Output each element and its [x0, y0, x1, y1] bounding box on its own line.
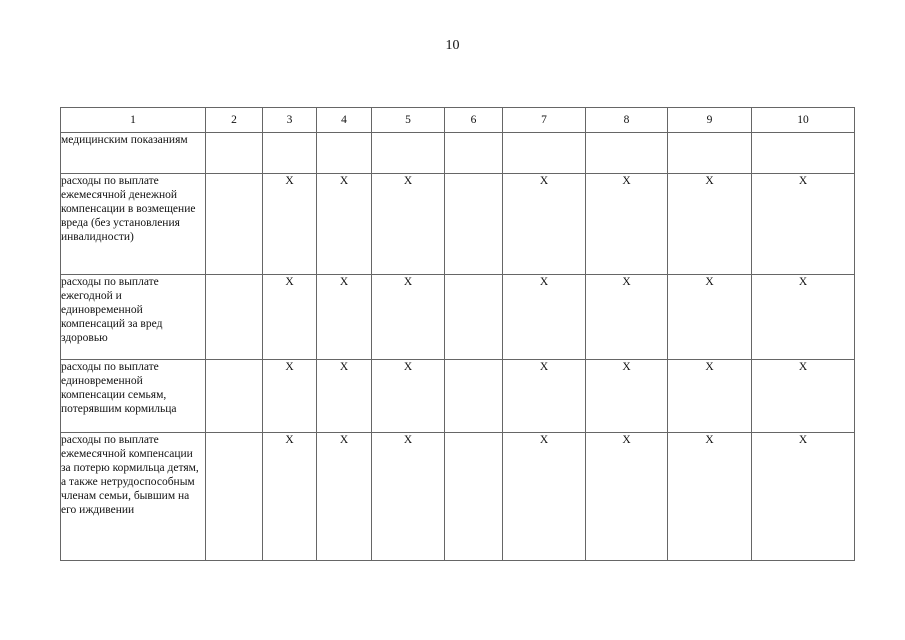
table-cell: [586, 133, 668, 174]
table-cell: [445, 133, 503, 174]
table-cell: [206, 433, 263, 561]
table-cell: [668, 133, 752, 174]
data-table: [60, 107, 855, 561]
table-cell: X: [503, 275, 586, 360]
table-cell: [206, 360, 263, 433]
table-cell: X: [317, 360, 372, 433]
column-header: 10: [752, 108, 855, 133]
table-cell: X: [586, 174, 668, 275]
table-cell: [206, 275, 263, 360]
table-cell: X: [503, 433, 586, 561]
column-header: 4: [317, 108, 372, 133]
table-cell: X: [503, 174, 586, 275]
table-cell: X: [503, 360, 586, 433]
table-cell: X: [372, 275, 445, 360]
table-cell: [317, 133, 372, 174]
table-cell: X: [752, 360, 855, 433]
table-cell: X: [752, 174, 855, 275]
table-cell: [206, 174, 263, 275]
column-header: 8: [586, 108, 668, 133]
column-header: 1: [61, 108, 206, 133]
table-cell: X: [752, 433, 855, 561]
table-cell: X: [372, 433, 445, 561]
row-description: медицинским показаниям: [61, 133, 206, 174]
column-header: 2: [206, 108, 263, 133]
table-cell: X: [263, 433, 317, 561]
column-header: 5: [372, 108, 445, 133]
table-row: [61, 360, 855, 433]
column-header: 9: [668, 108, 752, 133]
column-header: 3: [263, 108, 317, 133]
table-cell: X: [263, 275, 317, 360]
table-row: [61, 174, 855, 275]
table-cell: X: [372, 360, 445, 433]
row-description: расходы по выплате ежемесячной денежной компенсации в возмещение вреда (без установления инвалидности): [61, 174, 206, 275]
table-cell: X: [668, 275, 752, 360]
table-cell: X: [668, 433, 752, 561]
table-cell: [263, 133, 317, 174]
row-description: расходы по выплате ежемесячной компенсации за потерю кормильца детям, а также нетрудоспособным членам семьи, бывшим на его иждивении: [61, 433, 206, 561]
table-cell: [503, 133, 586, 174]
table-cell: [372, 133, 445, 174]
table-cell: X: [372, 174, 445, 275]
row-description: расходы по выплате ежегодной и единовременной компенсаций за вред здоровью: [61, 275, 206, 360]
table-cell: X: [317, 174, 372, 275]
column-header: 7: [503, 108, 586, 133]
table-cell: X: [752, 275, 855, 360]
table-cell: X: [586, 275, 668, 360]
table-cell: [445, 174, 503, 275]
row-description: расходы по выплате единовременной компенсации семьям, потерявшим кормильца: [61, 360, 206, 433]
table-cell: X: [586, 433, 668, 561]
table-cell: X: [317, 275, 372, 360]
page-number: 10: [445, 38, 460, 53]
column-header: 6: [445, 108, 503, 133]
table-cell: X: [263, 360, 317, 433]
table-row: [61, 433, 855, 561]
table-cell: X: [263, 174, 317, 275]
table-cell: [445, 433, 503, 561]
table-cell: [445, 275, 503, 360]
table-row: [61, 133, 855, 174]
table-cell: X: [668, 360, 752, 433]
table-cell: X: [586, 360, 668, 433]
table-cell: X: [668, 174, 752, 275]
table-cell: X: [317, 433, 372, 561]
table-cell: [752, 133, 855, 174]
header-row: [61, 108, 855, 133]
table-cell: [206, 133, 263, 174]
table-row: [61, 275, 855, 360]
table-cell: [445, 360, 503, 433]
